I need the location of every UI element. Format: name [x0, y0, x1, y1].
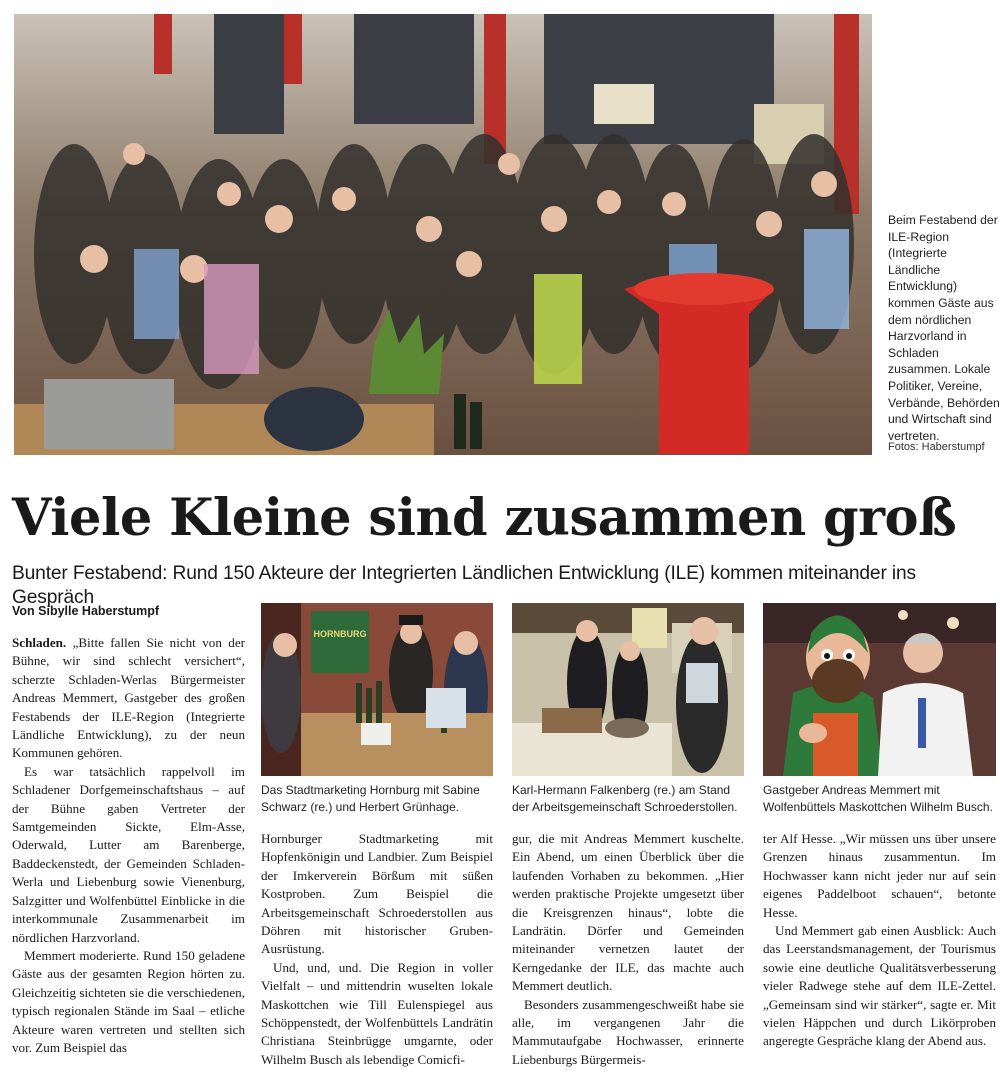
paragraph: Besonders zusammengeschweißt habe sie alle, im vergangenen Jahr die Mammutaufgabe Hochwasser, erinnerte Liebenburgs Bürgermeis-	[512, 996, 744, 1067]
article-column-2	[261, 830, 493, 1069]
photo-hornburg-stand	[261, 603, 493, 776]
photo-schroederstollen-stand	[512, 603, 744, 776]
dateline: Schladen.	[12, 635, 67, 650]
paragraph: Hornburger Stadtmarketing mit Hopfenkönigin und Landbier. Zum Beispiel der Imkerverein Börßum mit süßen Kostproben. Zum Beispiel die Arbeitsgemeinschaft Schroederstollen aus Döhren mit historischer Gruben-Ausrüstung.	[261, 831, 493, 957]
paragraph: ter Alf Hesse. „Wir müssen uns über unsere Grenzen hinaus zusammentun. Im Hochwasser kann nicht jeder nur auf sein eigenes Paddelboot schauen“, betonte Hesse.	[763, 831, 996, 920]
main-photo-caption: Beim Festabend der ILE-Region (Integrierte Ländliche Entwicklung) kommen Gäste aus dem nördlichen Harzvorland in Schladen zusammen. Lokale Politiker, Vereine, Verbände, Behörden und Wirtschaft sind vertreten.	[888, 213, 1000, 443]
hornburg-sign: HORNBURG	[313, 629, 367, 639]
photo-credit: Fotos: Haberstumpf	[888, 441, 985, 453]
main-photo	[14, 14, 872, 455]
photo-caption: Das Stadtmarketing Hornburg mit Sabine Schwarz (re.) und Herbert Grünhage.	[261, 783, 480, 814]
photo-caption: Karl-Hermann Falkenberg (re.) am Stand der Arbeitsgemeinschaft Schroederstollen.	[512, 783, 738, 814]
subheadline: Bunter Festabend: Rund 150 Akteure der Integrierten Ländlichen Entwicklung (ILE) kommen miteinander ins Gespräch	[12, 563, 916, 608]
paragraph: Und, und, und. Die Region in voller Vielfalt – und mittendrin wuselten lokale Maskottchen wie Till Eulenspiegel aus Schöppenstedt, der Wolfenbüttels Landrätin Christiana Steinbrügge umgarnte, oder Wilhelm Busch als lebendige Comicfi-	[261, 959, 493, 1067]
photo-caption: Gastgeber Andreas Memmert mit Wolfenbüttels Maskottchen Wilhelm Busch.	[763, 783, 993, 814]
paragraph: gur, die mit Andreas Memmert kuschelte. Ein Abend, um einen Überblick über die laufenden Vorhaben zu bekommen. „Hier werden praktische Projekte umgesetzt über die Kreisgrenzen hinaus“, lobte die Landrätin. Dörfer und Gemeinden miteinander vernetzen lautet der Kerngedanke der ILE, das machte auch Memmert deutlich.	[512, 831, 744, 994]
paragraph: Es war tatsächlich rappelvoll im Schladener Dorfgemeinschaftshaus – auf der Bühne gaben Vertreter der Samtgemeinden Sickte, Elm-Asse, Oderwald, Lutter am Barenberge, Baddeckenstedt, der Gemeinden Schladen-Werla und Liebenburg sowie Vienenburg, Salzgitter und Wolfenbüttel Einblicke in die interkommunale Zusammenarbeit im nördlichen Harzvorland.	[12, 763, 245, 945]
article-column-4	[763, 830, 996, 1051]
paragraph: „Bitte fallen Sie nicht von der Bühne, wir sind schlecht versichert“, scherzte Schladen-Werlas Bürgermeister Andreas Memmert, Gastgeber des großen Festabends der ILE-Region (Integrierte Ländliche Entwicklung), zu der neun Kommunen gehören.	[12, 635, 245, 761]
paragraph: Memmert moderierte. Rund 150 geladene Gäste aus der gesamten Region hörten zu. Gleichzeitig sichteten sie die verschiedenen, typisch regionalen Stände im Saal – etliche Akteure waren vertreten und stellten sich vor. Zum Beispiel das	[12, 947, 245, 1055]
paragraph: Und Memmert gab einen Ausblick: Auch das Leerstandsmanagement, der Tourismus sowie eine deutliche Qualitätsverbesserung vieler Radwege stehe auf dem ILE-Zettel. „Gemeinsam sind wir stärker“, sagte er. Mit vielen Häppchen und durch Likörproben angeregte Gespräche klang der Abend aus.	[763, 923, 996, 1049]
article-column-1	[12, 634, 245, 1057]
headline: Viele Kleine sind zusammen groß	[12, 488, 957, 548]
byline: Von Sibylle Haberstumpf	[12, 604, 160, 618]
photo-mascot-wilhelm-busch	[763, 603, 996, 776]
article-column-3	[512, 830, 744, 1069]
